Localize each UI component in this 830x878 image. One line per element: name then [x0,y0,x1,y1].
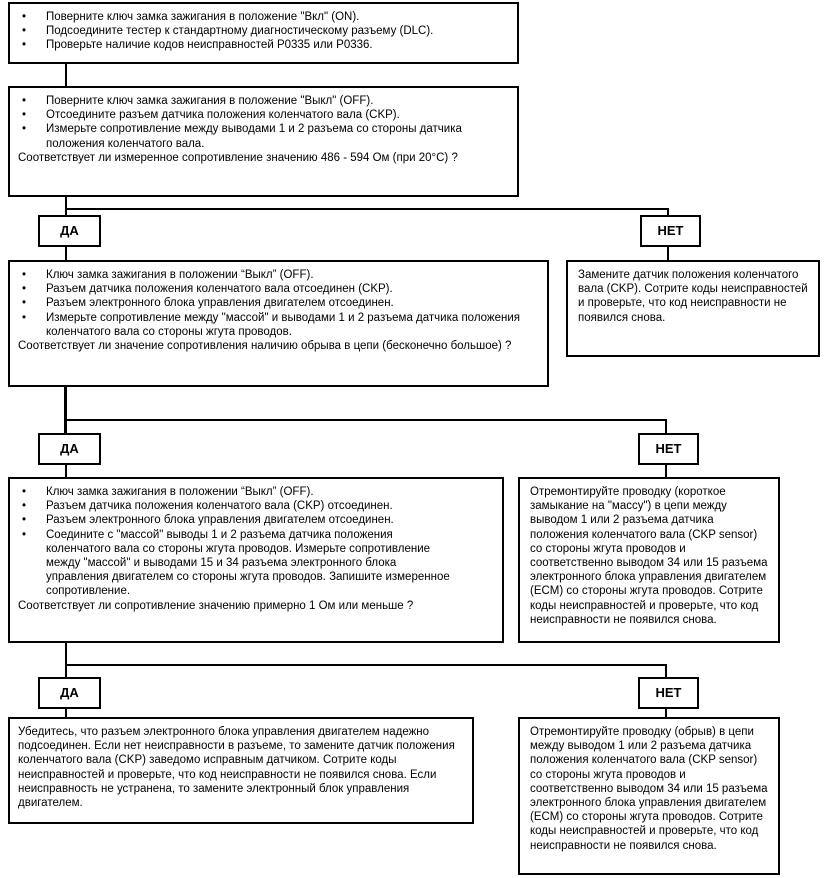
yes-label: ДА [38,677,101,709]
no-label: НЕТ [638,677,699,709]
connector-line [65,63,67,87]
step-1-box [8,2,519,64]
yes-label: ДА [38,433,101,465]
step-3-box [8,260,549,387]
step-2-item: • Отсоедините разъем датчика положения коленчатого вала (CKP). [18,108,509,122]
step-3-question: Соответствует ли значение сопротивления наличию обрыва в цепи (бесконечно большое) ? [18,340,512,353]
step-1-item: • Проверьте наличие кодов неисправностей P0335 или P0336. [18,38,509,52]
result-repair-short: Отремонтируйте проводку (короткое замыкание на "массу") в цепи между выводом 1 или 2 разъема датчика положения коленчатого вала (CKP sensor) со стороны жгута проводов и соответственно выводом 34 или 15 разъема электронного блока управления двигателем (ECM) со стороны жгута проводов. Сотрите коды неисправностей и проверьте, что код неисправности не появился снова. [518,477,780,643]
connector-line [65,419,667,421]
no-label: НЕТ [640,215,701,247]
result-repair-open: Отремонтируйте проводку (обрыв) в цепи между выводом 1 или 2 разъема датчика положения коленчатого вала (CKP sensor) со стороны жгута проводов и соответственно выводом 34 или 15 разъема электронного блока управления двигателем (ECM) со стороны жгута проводов. Сотрите коды неисправностей и проверьте, что код неисправности не появился снова. [518,717,780,875]
connector-line [65,246,67,261]
step-2-box [8,86,519,197]
step-4-item: • Разъем датчика положения коленчатого вала (CKP) отсоединен. [18,499,494,513]
connector-line [65,196,67,216]
connector-line [65,208,669,210]
step-2-item: • Поверните ключ замка зажигания в положение "Выкл" (OFF). [18,94,509,108]
connector-line [65,464,67,478]
step-3-item: • Разъем электронного блока управления двигателем отсоединен. [18,296,539,310]
step-2-question: Соответствует ли измеренное сопротивление значению 486 - 594 Ом (при 20°C) ? [18,151,458,164]
result-check-connector: Убедитесь, что разъем электронного блока управления двигателем надежно подсоединен. Если нет неисправности в разъеме, то замените датчик положения коленчатого вала (CKP) заведомо исправным датчиком. Сотрите коды неисправностей и проверьте, что код неисправности не появился снова. Если неисправность не устранена, то замените электронный блок управления двигателем. [8,717,474,824]
no-label: НЕТ [638,433,699,465]
step-1-item: • Подсоедините тестер к стандартному диагностическому разъему (DLC). [18,24,509,38]
yes-label: ДА [38,215,101,247]
step-4-item: • Ключ замка зажигания в положении “Выкл” (OFF). [18,485,494,499]
step-2-item: • Измерьте сопротивление между выводами 1 и 2 разъема со стороны датчика положения коленчатого вала. [18,122,509,150]
step-4-item: • Разъем электронного блока управления двигателем отсоединен. [18,513,494,527]
connector-line [667,246,669,261]
connector-line [665,464,667,478]
step-1-item: • Поверните ключ замка зажигания в положение "Вкл" (ON). [18,10,509,24]
connector-line [665,664,667,678]
step-3-item: • Ключ замка зажигания в положении “Выкл” (OFF). [18,268,539,282]
step-4-item: • Соедините с "массой" выводы 1 и 2 разъема датчика положения коленчатого вала со стороны жгута проводов. Измерьте сопротивление между "массой" и выводами 15 и 34 разъема электронного блока управления двигателем со стороны жгута проводов. Запишите измеренное сопротивление. [18,528,494,599]
connector-line [65,664,667,666]
step-4-question: Соответствует ли сопротивление значению примерно 1 Ом или меньше ? [18,599,414,612]
result-replace-sensor: Замените датчик положения коленчатого вала (CKP). Сотрите коды неисправностей и проверьте, что код неисправности не появился снова. [566,260,820,357]
connector-line [64,386,67,434]
step-4-box [8,477,504,643]
step-3-item: • Измерьте сопротивление между "массой" и выводами 1 и 2 разъема датчика положения коленчатого вала со стороны жгута проводов. [18,311,539,339]
connector-line [65,642,67,678]
step-3-item: • Разъем датчика положения коленчатого вала отсоединен (CKP). [18,282,539,296]
connector-line [665,419,667,434]
